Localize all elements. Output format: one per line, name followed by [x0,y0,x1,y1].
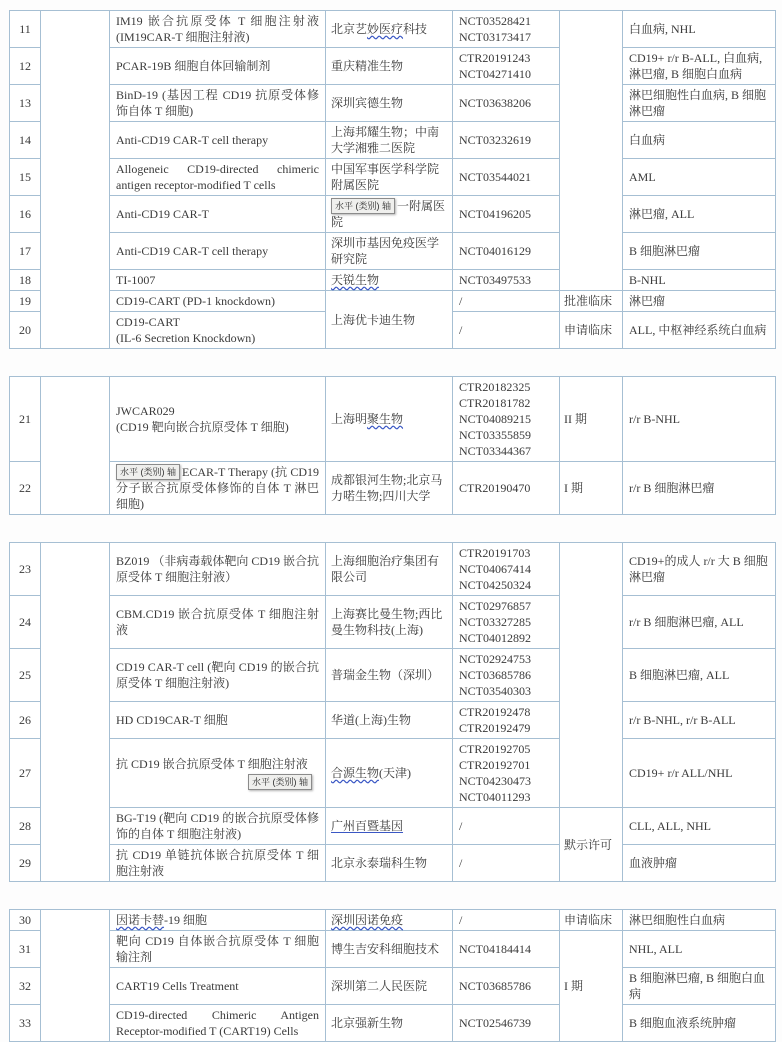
row-number-cell: 31 [10,931,41,968]
product-cell [110,649,326,702]
product-cell [110,968,326,1005]
table-row [10,845,776,882]
registration-cell [453,11,560,48]
registration-number: NCT03497533 [459,273,531,287]
registration-number: NCT03540303 [459,684,531,698]
company-name: 广州百暨基因 [331,819,404,833]
company-cell [326,122,453,159]
registration-number: CTR20192701 [459,758,531,772]
registration-number: NCT03638206 [459,96,531,110]
table-row [10,968,776,1005]
registration-cell [453,196,560,233]
company-cell [326,931,453,968]
registration-number: CTR20181782 [459,396,531,410]
product-cell [110,159,326,196]
indication-cell: r/r B 细胞淋巴瘤 [623,462,776,515]
phase-cell: 批准临床 [560,291,623,312]
table-row [10,702,776,739]
registration-number: NCT04230473 [459,774,531,788]
company-name: 成都银河生物;北京马力喏生物;四川大学 [331,473,443,503]
company-name: 聚生物 [367,412,404,426]
registration-cell [453,122,560,159]
indication-cell: B 细胞淋巴瘤 [623,233,776,270]
clinical-trial-table-block [9,542,776,882]
registration-number: NCT04250324 [459,578,531,592]
indication-cell: NHL, ALL [623,931,776,968]
indication-cell: B 细胞淋巴瘤, B 细胞白血病 [623,968,776,1005]
company-name: 一附属医院 [331,199,446,229]
company-name: 北京永泰瑞科生物 [331,856,428,870]
product-name: CART19 Cells Treatment [116,979,239,993]
indication-cell: 淋巴瘤, ALL [623,196,776,233]
product-cell [110,739,326,808]
product-name: BG-T19 (靶向 CD19 的嵌合抗原受体修饰的自体 T 细胞注射液) [116,811,319,841]
indication-cell: 淋巴瘤 [623,291,776,312]
registration-number: NCT04011293 [459,790,531,804]
row-number-cell: 21 [10,377,41,462]
indication-cell: B 细胞血液系统肿瘤 [623,1005,776,1042]
registration-cell [453,739,560,808]
company-name: 上海赛比曼生物;西比曼生物科技(上海) [331,607,443,637]
indication-cell: 淋巴细胞性白血病 [623,910,776,931]
row-number-cell: 24 [10,596,41,649]
table-row [10,596,776,649]
row-number-cell: 18 [10,270,41,291]
indication-cell: r/r B-NHL [623,377,776,462]
phase-cell [560,543,623,808]
registration-cell [453,910,560,931]
registration-number: NCT04012892 [459,631,531,645]
product-name: 靶向 CD19 自体嵌合抗原受体 T 细胞输注剂 [116,934,319,964]
registration-cell [453,159,560,196]
registration-cell [453,596,560,649]
table-row [10,543,776,596]
indication-cell: CD19+的成人 r/r 大 B 细胞淋巴瘤 [623,543,776,596]
row-number-cell: 26 [10,702,41,739]
company-name: (天津) [379,766,412,780]
table-row [10,196,776,233]
table-row [10,48,776,85]
registration-cell [453,312,560,349]
axis-label-tooltip: 水平 (类别) 轴 [248,774,312,790]
table-row [10,85,776,122]
table-row [10,233,776,270]
registration-cell [453,702,560,739]
table-row [10,159,776,196]
product-name: IM19 嵌合抗原受体 T 细胞注射液 (IM19CAR-T 细胞注射液) [116,14,319,44]
company-cell [326,910,453,931]
registration-number: NCT03232619 [459,133,531,147]
product-cell [110,808,326,845]
row-number-cell: 16 [10,196,41,233]
registration-number: CTR20192478 [459,705,531,719]
row-number-cell: 28 [10,808,41,845]
registration-number: / [459,323,463,337]
row-number-cell: 22 [10,462,41,515]
company-cell [326,270,453,291]
product-cell [110,931,326,968]
product-cell [110,910,326,931]
axis-label-tooltip: 水平 (类别) 轴 [116,464,180,480]
indication-cell: B-NHL [623,270,776,291]
row-number-cell: 13 [10,85,41,122]
row-number-cell: 33 [10,1005,41,1042]
table-row [10,808,776,845]
table-row [10,910,776,931]
product-cell [110,312,326,349]
registration-number: CTR20190470 [459,481,531,495]
product-name: Anti-CD19 CAR-T [116,207,209,221]
company-name: 普瑞金生物（深圳） [331,668,440,682]
registration-cell [453,931,560,968]
company-name: 科技 [403,22,428,36]
company-name: 华道(上海)生物 [331,713,411,727]
registration-number: NCT03528421 [459,14,531,28]
row-number-cell: 19 [10,291,41,312]
product-name: PCAR-19B 细胞自体回输制剂 [116,59,271,73]
row-number-cell: 27 [10,739,41,808]
registration-number: NCT04271410 [459,67,531,81]
table-row [10,739,776,808]
product-name: -19 细胞 [164,913,208,927]
company-name: 上海优卡迪生物 [331,312,416,327]
registration-number: CTR20191243 [459,51,531,65]
registration-number: NCT03544021 [459,170,531,184]
registration-number: CTR20182325 [459,380,531,394]
phase-cell: I 期 [560,931,623,1042]
product-name: JWCAR029 [116,404,175,418]
registration-cell [453,462,560,515]
company-name: 上海细胞治疗集团有限公司 [331,554,440,584]
indication-cell: 淋巴细胞性白血病, B 细胞淋巴瘤 [623,85,776,122]
company-name: 深圳市基因免疫医学研究院 [331,236,440,266]
company-name: 北京艺 [331,22,368,36]
company-cell [326,233,453,270]
table-row [10,377,776,462]
registration-cell [453,649,560,702]
registration-cell [453,233,560,270]
company-cell [326,808,453,845]
category-cell [41,377,110,515]
registration-cell [453,808,560,845]
company-cell [326,596,453,649]
registration-number: NCT04196205 [459,207,531,221]
product-cell [110,85,326,122]
registration-number: NCT04184414 [459,942,531,956]
registration-number: / [459,856,463,870]
registration-number: NCT02924753 [459,652,531,666]
axis-label-tooltip: 水平 (类别) 轴 [331,198,395,214]
product-name: Anti-CD19 CAR-T cell therapy [116,133,269,147]
table-row [10,270,776,291]
company-cell [326,1005,453,1042]
registration-cell [453,543,560,596]
row-number-cell: 30 [10,910,41,931]
indication-cell: 血液肿瘤 [623,845,776,882]
row-number-cell: 32 [10,968,41,1005]
product-cell [110,196,326,233]
registration-number: / [459,819,463,833]
row-number-cell: 20 [10,312,41,349]
registration-cell [453,845,560,882]
company-cell [326,462,453,515]
phase-cell [560,11,623,291]
table-row [10,1005,776,1042]
registration-number: NCT03685786 [459,979,531,993]
product-cell [110,702,326,739]
registration-cell [453,85,560,122]
phase-cell: I 期 [560,462,623,515]
company-cell [326,85,453,122]
company-cell [326,968,453,1005]
tooltip-wrapper [248,774,319,790]
registration-number: / [459,294,463,308]
product-cell [110,543,326,596]
product-name: 抗 CD19 嵌合抗原受体 T 细胞注射液 [116,757,308,771]
company-name: 深圳宾德生物 [331,96,404,110]
registration-number: NCT03344367 [459,444,531,458]
product-cell [110,270,326,291]
product-cell [110,48,326,85]
indication-cell: r/r B-NHL, r/r B-ALL [623,702,776,739]
registration-number: / [459,913,463,927]
indication-cell: 白血病 [623,122,776,159]
company-name: 天锐生物 [331,273,380,287]
company-cell [326,739,453,808]
product-cell [110,122,326,159]
row-number-cell: 12 [10,48,41,85]
indication-cell: AML [623,159,776,196]
company-name: 上海邦耀生物；中南大学湘雅二医院 [331,125,440,155]
company-cell [326,702,453,739]
product-name: 因诺卡替 [116,913,165,927]
company-name: 重庆精准生物 [331,59,404,73]
registration-number: NCT03355859 [459,428,531,442]
indication-cell: ALL, 中枢神经系统白血病 [623,312,776,349]
registration-number: NCT03327285 [459,615,531,629]
indication-cell: 白血病, NHL [623,11,776,48]
table-row [10,649,776,702]
product-cell [110,1005,326,1042]
product-name: CD19-CART [116,315,180,329]
product-cell [110,377,326,462]
row-number-cell: 14 [10,122,41,159]
indication-cell: r/r B 细胞淋巴瘤, ALL [623,596,776,649]
product-name: CD19 CAR-T cell (靶向 CD19 的嵌合抗原受体 T 细胞注射液) [116,660,319,690]
registration-number: NCT04089215 [459,412,531,426]
product-name: (IL-6 Secretion Knockdown) [116,331,256,345]
company-cell [326,48,453,85]
phase-cell: 申请临床 [560,312,623,349]
product-name: HD CD19CAR-T 细胞 [116,713,228,727]
clinical-trial-table-block [9,10,776,349]
registration-cell [453,1005,560,1042]
registration-number: NCT02976857 [459,599,531,613]
company-cell [326,543,453,596]
row-number-cell: 15 [10,159,41,196]
registration-number: NCT02546739 [459,1016,531,1030]
product-name: Allogeneic CD19-directed chimeric antigen receptor-modified T cells [116,162,319,192]
registration-number: NCT03685786 [459,668,531,682]
product-name: CD19-CART (PD-1 knockdown) [116,294,276,308]
indication-cell: CD19+ r/r ALL/NHL [623,739,776,808]
indication-cell: B 细胞淋巴瘤, ALL [623,649,776,702]
product-cell [110,291,326,312]
company-cell [326,377,453,462]
row-number-cell: 29 [10,845,41,882]
phase-cell: 申请临床 [560,910,623,931]
company-name: 合源生物 [331,766,380,780]
table-row [10,122,776,159]
product-name: 抗 CD19 单链抗体嵌合抗原受体 T 细胞注射液 [116,848,319,878]
product-name: BZ019 （非病毒载体靶向 CD19 嵌合抗原受体 T 细胞注射液） [116,554,320,584]
registration-number: CTR20192705 [459,742,531,756]
company-name: 妙医疗 [367,22,404,36]
table-row [10,931,776,968]
table-row [10,11,776,48]
company-name: 上海明 [331,412,368,426]
clinical-trial-table-block [9,376,776,515]
registration-number: NCT04016129 [459,244,531,258]
product-cell [110,11,326,48]
row-number-cell: 25 [10,649,41,702]
product-name: CD19-directed Chimeric Antigen Receptor-modified T (CART19) Cells [116,1008,319,1038]
product-cell [110,233,326,270]
product-name: TI-1007 [116,273,156,287]
registration-number: NCT04067414 [459,562,531,576]
registration-cell [453,270,560,291]
registration-cell [453,377,560,462]
company-cell [326,291,453,349]
table-row [10,291,776,312]
registration-cell [453,291,560,312]
row-number-cell: 17 [10,233,41,270]
product-cell [110,845,326,882]
company-cell [326,196,453,233]
company-name: 博生吉安科细胞技术 [331,942,440,956]
category-cell [41,11,110,349]
registration-number: NCT03173417 [459,30,531,44]
category-cell [41,543,110,882]
registration-number: CTR20192479 [459,721,531,735]
company-name: 中国军事医学科学院附属医院 [331,162,440,192]
company-name: 北京强新生物 [331,1016,404,1030]
company-cell [326,159,453,196]
company-name: 深圳第二人民医院 [331,979,428,993]
company-cell [326,649,453,702]
row-number-cell: 23 [10,543,41,596]
registration-number: CTR20191703 [459,546,531,560]
registration-cell [453,968,560,1005]
product-name: Anti-CD19 CAR-T cell therapy [116,244,269,258]
company-cell [326,11,453,48]
phase-cell: 默示许可 [560,808,623,882]
product-name: (CD19 靶向嵌合抗原受体 T 细胞) [116,420,289,434]
indication-cell: CD19+ r/r B-ALL, 白血病, 淋巴瘤, B 细胞白血病 [623,48,776,85]
product-name: ECAR-T Therapy (抗 CD19 分子嵌合抗原受体修饰的自体 T 淋巴细胞) [116,465,319,511]
company-cell [326,845,453,882]
indication-cell: CLL, ALL, NHL [623,808,776,845]
company-name: 深圳因诺免疫 [331,913,404,927]
product-name: BinD-19 (基因工程 CD19 抗原受体修饰自体 T 细胞) [116,88,319,118]
product-cell [110,596,326,649]
product-name: CBM.CD19 嵌合抗原受体 T 细胞注射液 [116,607,319,637]
product-cell [110,462,326,515]
table-row [10,462,776,515]
phase-cell: II 期 [560,377,623,462]
row-number-cell: 11 [10,11,41,48]
registration-cell [453,48,560,85]
